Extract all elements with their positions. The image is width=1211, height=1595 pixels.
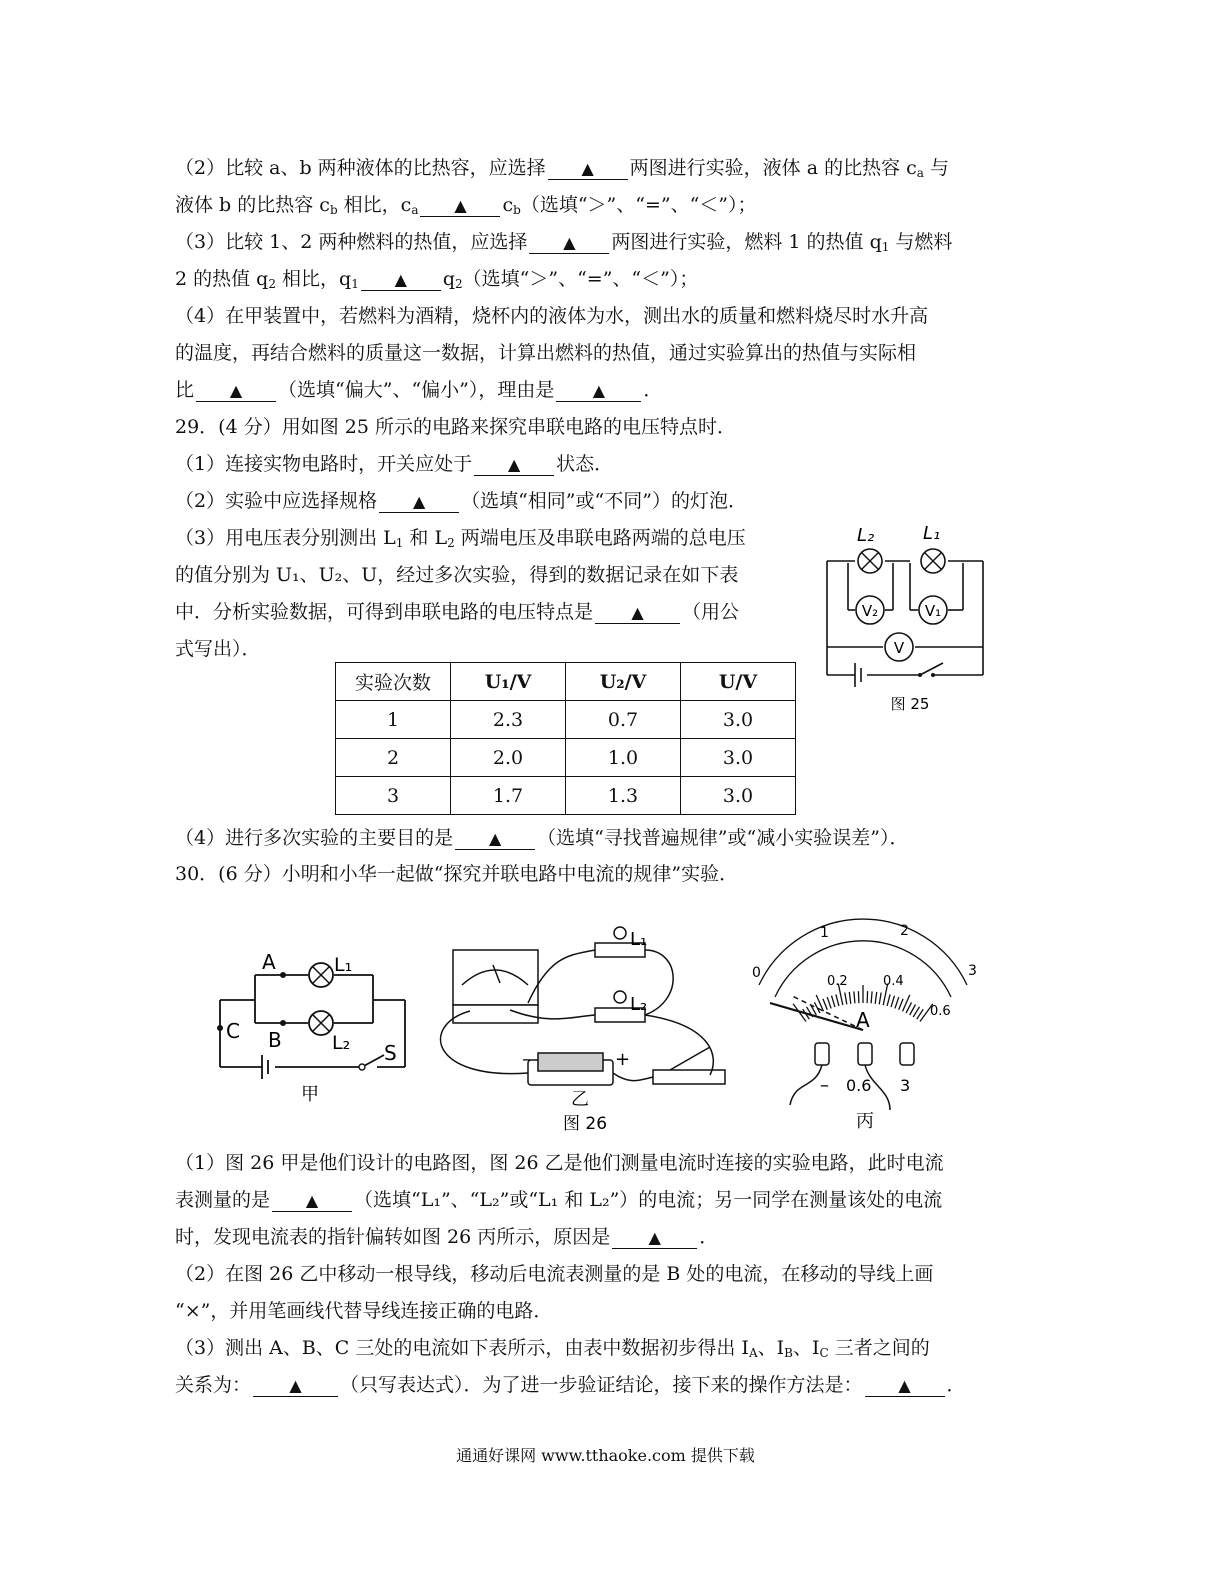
blank-mark: ▲ <box>592 381 606 400</box>
text: （用公 <box>682 601 740 623</box>
label-v: V <box>893 639 905 657</box>
text: 比 <box>175 379 195 401</box>
q30-p1-line2 <box>175 1188 942 1212</box>
subscript: 1 <box>395 536 404 550</box>
figure-caption: 图 25 <box>890 695 930 713</box>
label-plus: + <box>615 1049 631 1070</box>
text: （2）比较 a、b 两种液体的比热容，应选择 <box>175 157 546 179</box>
table-cell: 1.0 <box>566 739 681 777</box>
scale-bottom: 0.4 <box>883 974 904 989</box>
dial-tick <box>815 1002 820 1013</box>
text: c <box>502 194 514 216</box>
dial-tick <box>849 992 851 1004</box>
subscript: a <box>916 166 924 180</box>
answer-blank[interactable] <box>595 602 680 624</box>
q28-p3-line2 <box>175 267 698 296</box>
blank-mark: ▲ <box>412 492 426 511</box>
blank-mark: ▲ <box>289 1376 302 1395</box>
subscript: 1 <box>881 240 890 254</box>
subscript: b <box>513 203 521 217</box>
text: （只写表达式）．为了进一步验证结论，接下来的操作方法是： <box>340 1374 863 1396</box>
terminal-label: 3 <box>900 1076 911 1095</box>
page-footer: 通通好课网 www.tthaoke.com 提供下载 <box>456 1446 755 1465</box>
q29-p3-line1 <box>175 526 746 555</box>
text: （选填“相同”或“不同”）的灯泡． <box>461 490 747 512</box>
dial-tick <box>867 991 868 1003</box>
subscript: C <box>819 1346 829 1360</box>
q30-p2-line2: “×”，并用笔画线代替导线连接正确的电路． <box>175 1300 553 1322</box>
dial-tick <box>823 999 827 1010</box>
blank-mark: ▲ <box>631 603 644 622</box>
q29-p1 <box>175 452 613 476</box>
figure-caption: 图 26 <box>562 1114 608 1134</box>
blank-mark: ▲ <box>305 1191 319 1210</box>
table-cell: 3.0 <box>681 777 796 815</box>
subscript: b <box>329 203 338 217</box>
answer-blank[interactable] <box>474 454 554 476</box>
label-v1: V₁ <box>924 602 942 620</box>
voltage-table <box>335 662 796 815</box>
text: （选填“＞”、“=”、“＜”）； <box>462 268 699 290</box>
dial-tick <box>891 996 895 1007</box>
q29-p4 <box>175 826 908 850</box>
answer-blank[interactable] <box>548 158 628 180</box>
text: 时，发现电流表的指针偏转如图 26 丙所示，原因是 <box>175 1226 611 1248</box>
label-v2: V₂ <box>861 602 879 620</box>
table-cell: 2.3 <box>451 701 566 739</box>
table-cell: 3.0 <box>681 739 796 777</box>
subscript: 2 <box>268 277 276 291</box>
q30-title: 30．(6 分）小明和小华一起做“探究并联电路中电流的规律”实验． <box>175 863 739 885</box>
subscript: 1 <box>351 277 359 291</box>
q28-p4-line3 <box>175 378 662 402</box>
label-l2: L₂ <box>630 994 648 1015</box>
label-c: C <box>226 1019 240 1043</box>
text: 与燃料 <box>889 231 953 253</box>
subscript: 2 <box>447 536 455 550</box>
table-row <box>336 777 796 815</box>
text: 状态． <box>556 453 614 475</box>
subscript: a <box>411 203 419 217</box>
q29-p2 <box>175 489 747 513</box>
table-cell: 1 <box>336 701 451 739</box>
dial-tick <box>871 991 872 1003</box>
blank-mark: ▲ <box>394 270 407 289</box>
caption-yi: 乙 <box>571 1089 589 1110</box>
scale-top: 1 <box>820 925 829 941</box>
table-cell: 1.7 <box>451 777 566 815</box>
terminal-label: 0.6 <box>846 1076 872 1095</box>
blank-mark: ▲ <box>581 159 594 178</box>
table-header: U/V <box>681 663 796 701</box>
text: 、I <box>792 1337 820 1359</box>
blank-mark: ▲ <box>454 196 467 215</box>
q29-p3-line3 <box>175 600 739 624</box>
dial-tick <box>827 997 831 1008</box>
label-l1: L₁ <box>334 954 353 976</box>
answer-blank[interactable] <box>529 232 609 254</box>
blank-mark: ▲ <box>507 455 521 474</box>
answer-blank[interactable] <box>865 1375 945 1397</box>
answer-blank[interactable] <box>455 828 535 850</box>
dial-tick <box>858 991 859 1003</box>
q29-title: 29．(4 分）用如图 25 所示的电路来探究串联电路的电压特点时． <box>175 416 736 438</box>
text: （3）测出 A、B、C 三处的电流如下表所示，由表中数据初步得出 I <box>175 1337 749 1359</box>
q28-p4-line1: （4）在甲装置中，若燃料为酒精，烧杯内的液体为水，测出水的质量和燃料烧尽时水升高 <box>175 305 929 327</box>
table-cell: 1.3 <box>566 777 681 815</box>
dial-tick <box>899 999 903 1010</box>
lamp-l1 <box>921 549 945 573</box>
scale-bottom: 0.2 <box>827 974 848 989</box>
table-cell: 3 <box>336 777 451 815</box>
node-c <box>217 1025 223 1031</box>
text: 中．分析实验数据，可得到串联电路的电压特点是 <box>175 601 594 623</box>
text: （选填“寻找普遍规律”或“减小实验误差”）． <box>537 827 909 849</box>
text: 两图进行实验，液体 a 的比热容 c <box>629 157 917 179</box>
unit-label: A <box>856 1008 870 1032</box>
answer-blank[interactable] <box>196 380 276 402</box>
text: （4）进行多次实验的主要目的是 <box>175 827 454 849</box>
text: ． <box>699 1226 719 1248</box>
caption-bing: 丙 <box>856 1111 874 1132</box>
text: （1）连接实物电路时，开关应处于 <box>175 453 473 475</box>
subscript: A <box>748 1346 758 1360</box>
text: q <box>442 268 455 290</box>
node-b <box>280 1020 286 1026</box>
label-l2: L₂ <box>332 1032 351 1054</box>
dial-tick <box>906 1002 911 1013</box>
table-row <box>336 739 796 777</box>
blank-mark: ▲ <box>488 829 502 848</box>
answer-blank[interactable] <box>272 1190 352 1212</box>
blank-mark: ▲ <box>563 233 576 252</box>
lamp-l2 <box>858 549 882 573</box>
dial-tick <box>879 993 881 1005</box>
blank-mark: ▲ <box>648 1228 661 1247</box>
text: （选填“偏大”、“偏小”），理由是 <box>278 379 555 401</box>
text: 表测量的是 <box>175 1189 271 1211</box>
terminals <box>815 1043 914 1065</box>
dial-tick <box>845 993 847 1005</box>
text: ． <box>643 379 663 401</box>
text: （2）实验中应选择规格 <box>175 490 378 512</box>
switch-contact <box>918 673 922 677</box>
text: 关系为： <box>175 1374 252 1396</box>
label-s: S <box>384 1041 397 1065</box>
text: 与 <box>923 157 949 179</box>
text: 2 的热值 q <box>175 268 269 290</box>
label-l1: L₁ <box>923 523 941 544</box>
text: 两端电压及串联电路两端的总电压 <box>454 527 746 549</box>
table-header: U₂/V <box>566 663 681 701</box>
q28-p4-line2: 的温度，再结合燃料的质量这一数据，计算出燃料的热值，通过实验算出的热值与实际相 <box>175 342 917 364</box>
dial-tick <box>895 997 899 1008</box>
switch-contact <box>931 673 935 677</box>
figure-25-circuit <box>815 515 1000 720</box>
q28-p2-line1 <box>175 156 949 185</box>
table-header-row <box>336 663 796 701</box>
text: ． <box>946 1374 966 1396</box>
blank-mark: ▲ <box>898 1376 911 1395</box>
caption-jia: 甲 <box>301 1084 319 1105</box>
switch-contact <box>359 1064 365 1070</box>
node-a <box>280 972 286 978</box>
q29-p3-line4: 式写出）． <box>175 638 261 660</box>
dial-tick <box>875 992 877 1004</box>
text: 三者之间的 <box>828 1337 930 1359</box>
q30-p3-line2 <box>175 1373 966 1397</box>
dial-tick <box>887 994 890 1006</box>
text: 和 L <box>403 527 448 549</box>
terminal-label: – <box>820 1075 829 1096</box>
q30-p2-line1: （2）在图 26 乙中移动一根导线，移动后电流表测量的是 B 处的电流，在移动的导线上画 <box>175 1263 934 1285</box>
answer-blank[interactable] <box>379 491 459 513</box>
q29-p3-line2: 的值分别为 U₁、U₂、U，经过多次实验，得到的数据记录在如下表 <box>175 564 739 586</box>
terminal-wires <box>790 1065 890 1110</box>
table-cell: 0.7 <box>566 701 681 739</box>
table-header: 实验次数 <box>336 663 451 701</box>
dial-tick <box>832 996 836 1007</box>
text: （选填“＞”、“=”、“＜”）； <box>520 194 757 216</box>
q30-p1-line1: （1）图 26 甲是他们设计的电路图，图 26 乙是他们测量电流时连接的实验电路，此时电流 <box>175 1152 944 1174</box>
q30-p1-line3 <box>175 1225 718 1249</box>
scale-bottom: 0.6 <box>930 1004 951 1019</box>
table-cell: 2.0 <box>451 739 566 777</box>
blank-mark: ▲ <box>229 381 243 400</box>
label-minus: – <box>522 1049 531 1070</box>
figure-26 <box>210 915 1000 1140</box>
text: （选填“L₁”、“L₂”或“L₁ 和 L₂”）的电流；另一同学在测量该处的电流 <box>354 1189 943 1211</box>
subscript: 2 <box>455 277 463 291</box>
subscript: B <box>784 1346 793 1360</box>
q30-p3-line1 <box>175 1336 930 1365</box>
table-header: U₁/V <box>451 663 566 701</box>
text: 相比，q <box>275 268 352 290</box>
text: （3）比较 1、2 两种燃料的热值，应选择 <box>175 231 528 253</box>
label-l1: L₁ <box>630 929 648 950</box>
text: 相比，c <box>337 194 412 216</box>
text: 两图进行实验，燃料 1 的热值 q <box>611 231 882 253</box>
answer-blank[interactable] <box>361 269 441 291</box>
label-b: B <box>268 1028 282 1052</box>
q28-p2-line2 <box>175 193 757 222</box>
scale-top: 0 <box>752 965 761 981</box>
q28-p3-line1 <box>175 230 952 259</box>
table-row <box>336 701 796 739</box>
answer-blank[interactable] <box>612 1227 697 1249</box>
answer-blank[interactable] <box>420 195 500 217</box>
answer-blank[interactable] <box>253 1375 338 1397</box>
text: 液体 b 的比热容 c <box>175 194 330 216</box>
answer-blank[interactable] <box>556 380 641 402</box>
table-cell: 3.0 <box>681 701 796 739</box>
dial-tick <box>910 1005 916 1016</box>
label-a: A <box>262 950 276 974</box>
scale-top: 3 <box>968 963 977 979</box>
text: （3）用电压表分别测出 L <box>175 527 396 549</box>
dial-tick <box>854 991 855 1003</box>
scale-top: 2 <box>900 923 909 939</box>
dial-tick <box>836 994 839 1006</box>
label-l2: L₂ <box>857 525 875 546</box>
text: 、I <box>757 1337 785 1359</box>
table-cell: 2 <box>336 739 451 777</box>
